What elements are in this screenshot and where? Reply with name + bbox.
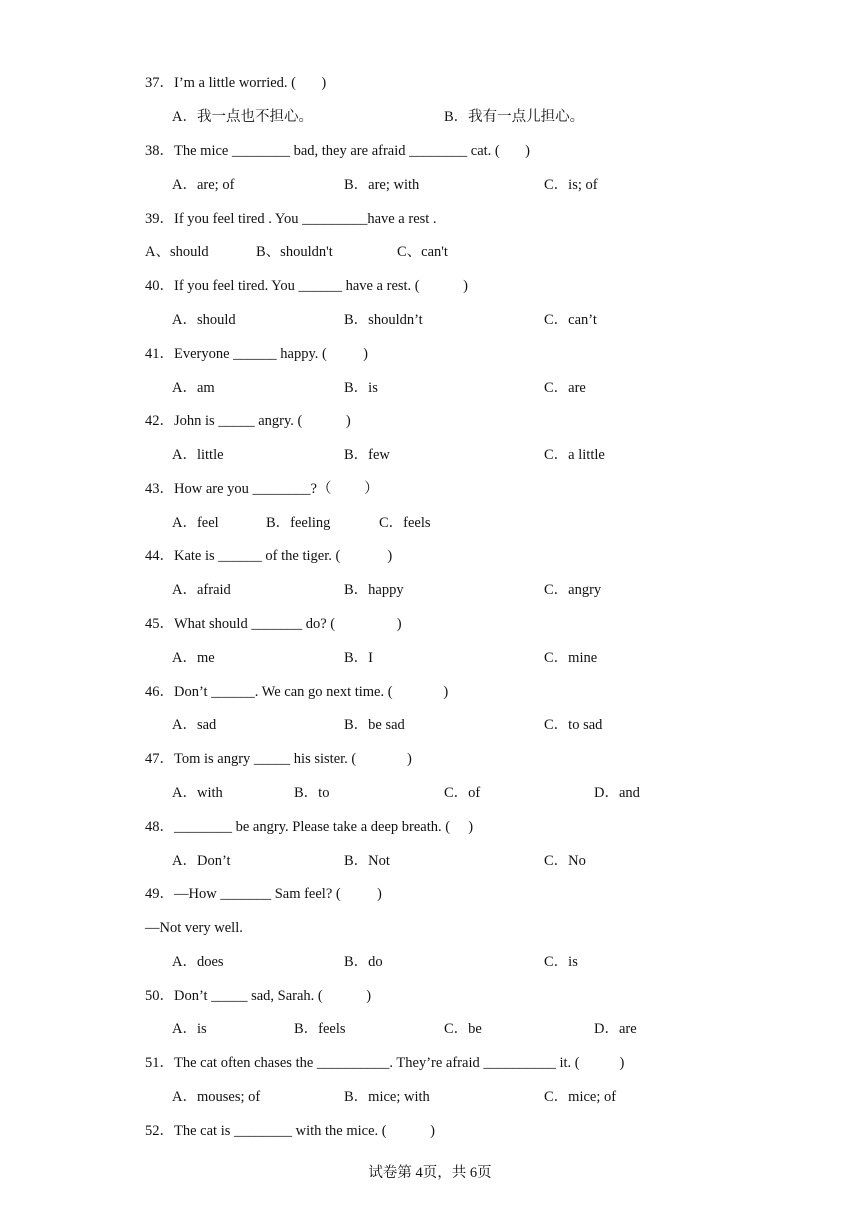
question-49: 49．—How _______ Sam feel? ( ) xyxy=(145,886,382,902)
q47-option-b: B．to xyxy=(294,785,330,801)
question-52: 52．The cat is ________ with the mice. ( ) xyxy=(145,1123,435,1139)
question-48: 48．________ be angry. Please take a deep breath. ( ) xyxy=(145,819,474,835)
question-44: 44．Kate is ______ of the tiger. ( ) xyxy=(145,548,393,564)
q40-option-b: B．shouldn’t xyxy=(344,312,423,328)
q45-option-c: C．mine xyxy=(544,650,598,666)
q42-option-b: B．few xyxy=(344,447,390,463)
question-50: 50．Don’t _____ sad, Sarah. ( ) xyxy=(145,988,372,1004)
q41-option-a: A．am xyxy=(172,380,215,396)
q38-option-c: C．is; of xyxy=(544,177,598,193)
q46-option-b: B．be sad xyxy=(344,717,405,733)
q44-option-a: A．afraid xyxy=(172,582,231,598)
question-51: 51．The cat often chases the __________. They’re afraid __________ it. ( ) xyxy=(145,1055,625,1071)
q45-option-b: B．I xyxy=(344,650,373,666)
q44-option-c: C．angry xyxy=(544,582,602,598)
q48-option-c: C．No xyxy=(544,853,586,869)
q49-option-a: A．does xyxy=(172,954,224,970)
q50-option-a: A．is xyxy=(172,1021,207,1037)
q40-option-c: C．can’t xyxy=(544,312,597,328)
question-39: 39．If you feel tired . You _________have a rest . xyxy=(145,211,437,227)
q43-option-c: C．feels xyxy=(379,515,431,531)
q39-option-b: B、shouldn't xyxy=(256,244,333,260)
q51-option-a: A．mouses; of xyxy=(172,1089,261,1105)
question-38: 38．The mice ________ bad, they are afraid ________ cat. ( ) xyxy=(145,143,530,159)
page-footer: 试卷第 4页，共 6页 xyxy=(368,1165,492,1181)
question-46: 46．Don’t ______. We can go next time. ( ) xyxy=(145,684,449,700)
q43-option-a: A．feel xyxy=(172,515,219,531)
q47-option-c: C．of xyxy=(444,785,481,801)
question-41: 41．Everyone ______ happy. ( ) xyxy=(145,346,368,362)
q38-option-b: B．are; with xyxy=(344,177,420,193)
question-43: 43．How are you ________?（ ） xyxy=(145,481,379,497)
q42-option-c: C．a little xyxy=(544,447,605,463)
q46-option-c: C．to sad xyxy=(544,717,603,733)
q50-option-d: D．are xyxy=(594,1021,637,1037)
question-47: 47．Tom is angry _____ his sister. ( ) xyxy=(145,751,412,767)
q49-option-c: C．is xyxy=(544,954,578,970)
q38-option-a: A．are; of xyxy=(172,177,235,193)
q41-option-b: B．is xyxy=(344,380,378,396)
q48-option-a: A．Don’t xyxy=(172,853,231,869)
question-40: 40．If you feel tired. You ______ have a rest. ( ) xyxy=(145,278,468,294)
q39-option-a: A、should xyxy=(145,244,209,260)
q41-option-c: C．are xyxy=(544,380,586,396)
q50-option-b: B．feels xyxy=(294,1021,346,1037)
q43-option-b: B．feeling xyxy=(266,515,331,531)
q40-option-a: A．should xyxy=(172,312,236,328)
q51-option-c: C．mice; of xyxy=(544,1089,617,1105)
question-42: 42．John is _____ angry. ( ) xyxy=(145,413,351,429)
q47-option-d: D．and xyxy=(594,785,640,801)
q49-response: —Not very well. xyxy=(145,920,243,936)
q50-option-c: C．be xyxy=(444,1021,482,1037)
q44-option-b: B．happy xyxy=(344,582,404,598)
question-45: 45．What should _______ do? ( ) xyxy=(145,616,402,632)
q37-option-a: A．我一点也不担心。 xyxy=(172,109,313,125)
q46-option-a: A．sad xyxy=(172,717,217,733)
question-37: 37．I’m a little worried. ( ) xyxy=(145,75,327,91)
q39-option-c: C、can't xyxy=(397,244,448,260)
q45-option-a: A．me xyxy=(172,650,215,666)
q51-option-b: B．mice; with xyxy=(344,1089,430,1105)
q37-option-b: B．我有一点儿担心。 xyxy=(444,109,585,125)
q49-option-b: B．do xyxy=(344,954,383,970)
q48-option-b: B．Not xyxy=(344,853,390,869)
q42-option-a: A．little xyxy=(172,447,224,463)
q47-option-a: A．with xyxy=(172,785,223,801)
